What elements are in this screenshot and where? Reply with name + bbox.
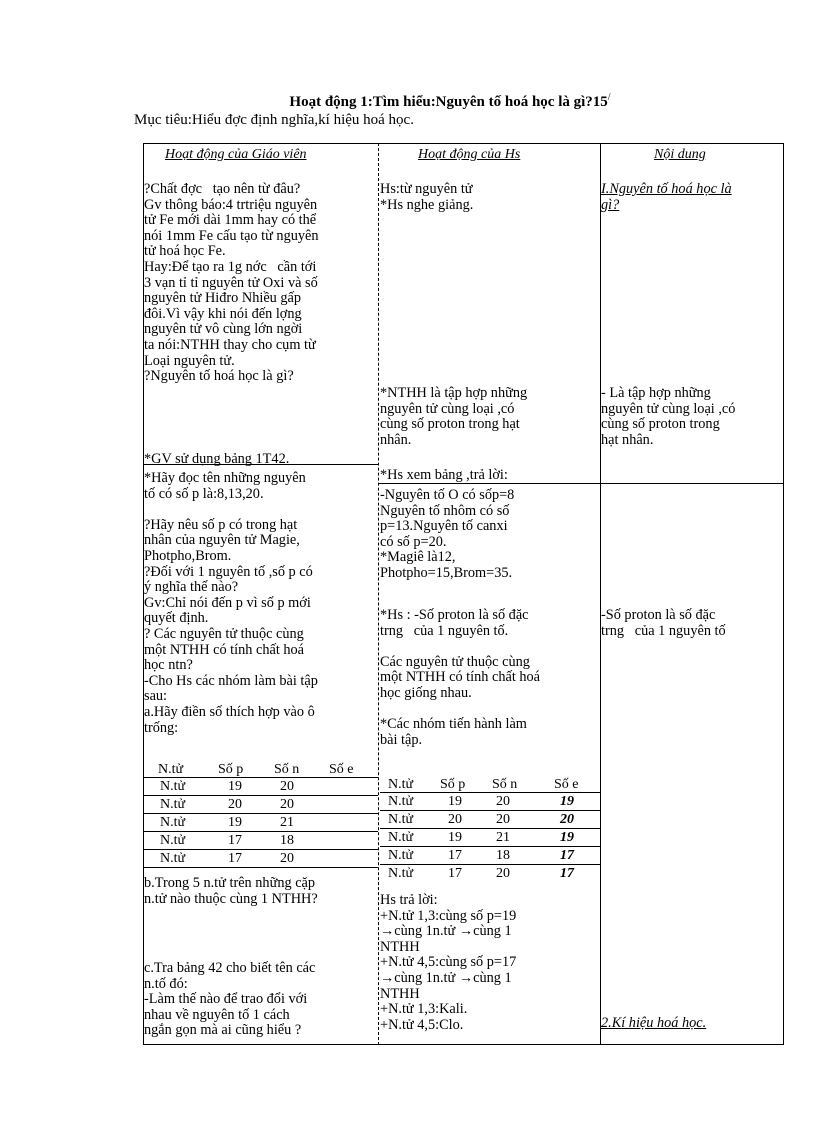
page-title: Hoạt động 1:Tìm hiểu:Nguyên tố hoá học là gì?15/ [289, 92, 611, 110]
header-student: Hoạt động của Hs [418, 147, 521, 162]
teacher-text-3: *Hãy đọc tên những nguyên tố có số p là:8,13,20. ?Hãy nêu số p có trong hạt nhân của nguyên tử Magie, Photpho,Brom. ?Đối với 1 nguyên tố ,số p có ý nghĩa thế nào? Gv:Chỉ nói đến p vì số p mới quyết định. ? Các nguyên tử thuộc cùng một NTHH có tính chất hoá học ntn? -Cho Hs các nhóm làm bài tập sau: a.Hãy điền số thích hợp vào ô trống: [144, 470, 318, 736]
student-text-3: *Hs xem bảng ,trả lời: [380, 467, 508, 483]
teacher-text-1: ?Chất đợc tạo nên từ đâu? Gv thông báo:4 trtriệu nguyên tử Fe mới dài 1mm hay có thể nói 1mm Fe cấu tạo từ nguyên tử hoá học Fe. Hay:Để tạo ra 1g nớc cần tới 3 vạn tỉ tỉ nguyên tử Oxi và số nguyên tử Hiđro Nhiều gấp đôi.Vì vậy khi nói đến lợng nguyên tử vô cùng lớn ngời ta nói:NTHH thay cho cụm từ Loại nguyên tử. ?Nguyên tố hoá học là gì? [144, 181, 319, 385]
teacher-text-2: *GV sử dụng bảng 1T42. [144, 451, 290, 467]
student-text-6: Hs trả lời: +N.tử 1,3:cùng số p=19 →cùng 1n.tử →cùng 1 NTHH +N.tử 4,5:cùng số p=17 →cùng 1n.tử →cùng 1 NTHH +N.tử 1,3:Kali. +N.tử 4,5:Clo. [380, 892, 517, 1033]
header-teacher: Hoạt động của Giáo viên [165, 147, 307, 162]
student-text-2: *NTHH là tập hợp những nguyên tử cùng loại ,có cùng số proton trong hạt nhân. [380, 385, 528, 448]
section-1-heading: I.Nguyên tố hoá học là gì? [601, 181, 732, 213]
section-2-heading: 2.Kí hiệu hoá học. [601, 1015, 707, 1031]
student-text-4: -Nguyên tố O có sốp=8 Nguyên tố nhôm có số p=13.Nguyên tố canxi có số p=20. *Magiê là12, Photpho=15,Brom=35. [380, 487, 515, 581]
header-content: Nội dung [654, 147, 706, 162]
teacher-text-5: c.Tra bảng 42 cho biết tên các n.tố đó: -Làm thế nào để trao đổi với nhau về nguyên tố 1 cách ngắn gọn mà ai cũng hiểu ? [144, 960, 316, 1039]
student-text-5: *Hs : -Số proton là số đặc trng của 1 nguyên tố. Các nguyên tử thuộc cùng một NTHH có tính chất hoá học giống nhau. *Các nhóm tiến hành làm bài tập. [380, 607, 541, 748]
proton-text: -Số proton là số đặc trng của 1 nguyên tố [601, 607, 726, 639]
column-divider-2 [600, 143, 601, 1045]
objective: Mục tiêu:Hiểu đợc định nghĩa,kí hiệu hoá học. [134, 112, 414, 128]
teacher-text-4: b.Trong 5 n.tử trên những cặp n.tử nào thuộc cùng 1 NTHH? [144, 875, 318, 907]
definition-text: - Là tập hợp những nguyên tử cùng loại ,có cùng số proton trong hạt nhân. [601, 385, 736, 448]
student-text-1: Hs:từ nguyên tử *Hs nghe giảng. [380, 181, 474, 213]
column-divider-1 [378, 143, 379, 1045]
